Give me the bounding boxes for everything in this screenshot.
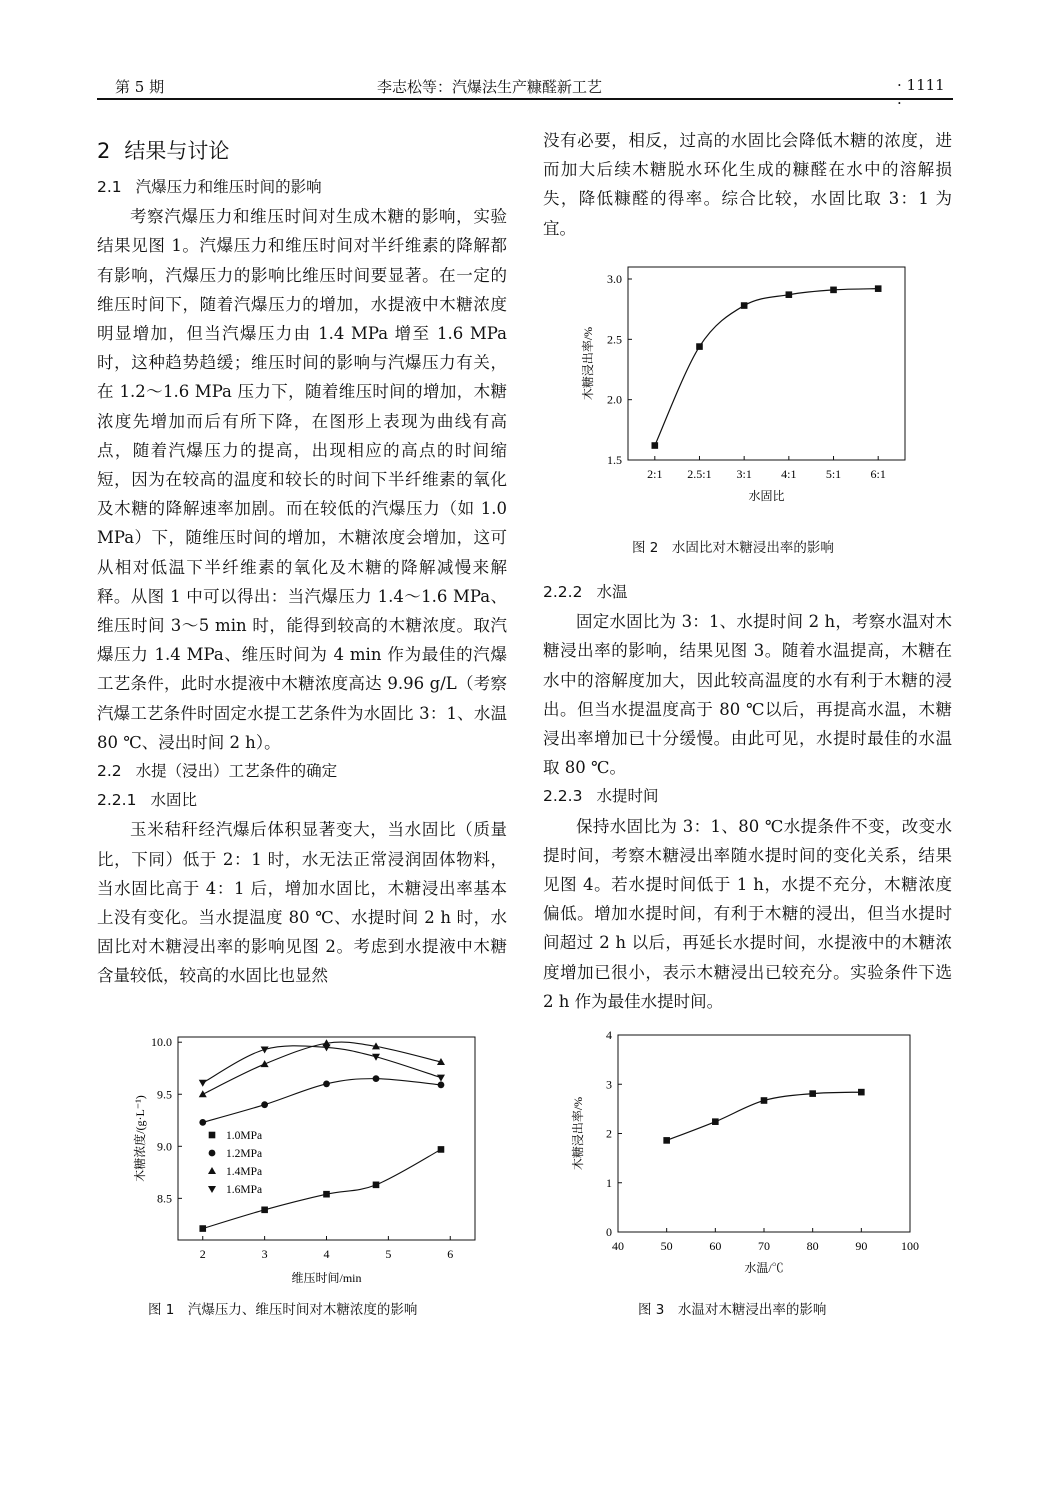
data-point [199, 1119, 206, 1126]
subsection-heading [97, 173, 507, 202]
data-point [323, 1080, 330, 1087]
data-point [323, 1191, 330, 1198]
running-header [97, 72, 953, 112]
y-tick-label: 1 [606, 1175, 612, 1190]
figure-2-caption: 图 2 水固比对木糖浸出率的影响 [632, 540, 834, 556]
figure-3-caption: 图 3 水温对木糖浸出率的影响 [638, 1302, 827, 1318]
y-tick-label: 2 [606, 1126, 612, 1141]
y-tick-label: 2.5 [607, 332, 622, 347]
plot-frame [178, 1037, 475, 1240]
right-column-top [543, 126, 952, 243]
x-tick-label: 100 [901, 1239, 919, 1253]
subsubsection-title: 水固比 [150, 791, 197, 810]
x-tick-label: 4 [323, 1247, 330, 1261]
subsubsection-number: 2.2.2 [543, 583, 583, 601]
x-axis-label: 水固比 [748, 489, 785, 503]
data-point [809, 1090, 816, 1097]
y-tick-label: 4 [606, 1028, 612, 1042]
x-tick-label: 3 [261, 1247, 268, 1261]
data-point [830, 287, 837, 294]
x-tick-label: 2.5:1 [687, 467, 712, 481]
issue-number: 第 5 期 [115, 78, 165, 96]
figure-1-chart [130, 1025, 480, 1290]
data-point [199, 1090, 207, 1097]
x-tick-label: 5:1 [825, 467, 842, 481]
subsubsection-number: 2.2.1 [97, 791, 137, 810]
y-tick-label: 3 [606, 1077, 612, 1092]
data-point [373, 1075, 380, 1082]
data-point [741, 302, 748, 309]
y-tick-label: 0 [606, 1225, 612, 1239]
x-tick-label: 4:1 [781, 467, 797, 481]
figure-2-chart [560, 255, 920, 530]
legend-marker [208, 1167, 216, 1174]
y-tick-label: 1.5 [607, 453, 622, 467]
y-axis-label: 木糖浓度/(g·L⁻¹) [133, 1095, 147, 1182]
x-tick-label: 2:1 [647, 467, 663, 481]
series-line [203, 1079, 441, 1123]
data-point [373, 1182, 380, 1189]
figure-3-chart [560, 1025, 930, 1290]
x-tick-label: 5 [385, 1247, 392, 1261]
data-point [875, 285, 882, 292]
paragraph: 没有必要，相反，过高的水固比会降低木糖的浓度，进而加大后续木糖脱水环化生成的糠醛在水中的溶解损失，降低糠醛的得率。综合比较，水固比取 3：1 为宜。 [543, 131, 952, 238]
paragraph: 考察汽爆压力和维压时间对生成木糖的影响，实验结果见图 1。汽爆压力和维压时间对半纤维素的降解都有影响，汽爆压力的影响比维压时间要显著。在一定的维压时间下，随着汽爆压力的增加，水提液中木糖浓度明显增加，但当汽爆压力由 1.4 MPa 增至 1.6 MPa 时，这种趋势趋缓；维压时间的影响与汽爆压力有关，在 1.2～1.6 MPa 压力下，随着维压时间的增加，木糖浓度先增加而后有所下降，在图形上表现为曲线有高点，随着汽爆压力的提高，出现相应的高点的时间缩短，因为在较高的温度和较长的时间下半纤维素的氧化及木糖的降解速率加剧。而在较低的汽爆压力（如 1.0 MPa）下，随维压时间的增加，木糖浓度会增加，这可从相对低温下半纤维素的氧化及木糖的降解减慢来解释。从图 1 中可以得出：当汽爆压力 1.4～1.6 MPa、维压时间 3～5 min 时，能得到较高的木糖浓度。取汽爆压力 1.4 MPa、维压时间为 4 min 作为最佳的汽爆工艺条件，此时水提液中木糖浓度高达 9.96 g/L（考察汽爆工艺条件时固定水提工艺条件为水固比 3：1、水温 80 ℃、浸出时间 2 h）。 [97, 207, 507, 752]
section-title: 结果与讨论 [124, 139, 230, 163]
y-tick-label: 3.0 [607, 272, 622, 286]
series-line [203, 1042, 441, 1094]
x-tick-label: 3:1 [736, 467, 752, 481]
x-tick-label: 90 [855, 1239, 868, 1253]
subsection-title: 汽爆压力和维压时间的影响 [135, 178, 322, 196]
subsubsection-title: 水提时间 [596, 787, 659, 806]
legend-marker [209, 1150, 216, 1157]
legend-label: 1.4MPa [226, 1166, 263, 1178]
page-number: · 1111 · [897, 76, 945, 112]
section-number: 2 [97, 139, 111, 163]
subsection-number: 2.2 [97, 762, 122, 781]
paragraph: 玉米秸秆经汽爆后体积显著变大，当水固比（质量比，下同）低于 2：1 时，水无法正常浸润固体物料，当水固比高于 4：1 后，增加水固比，木糖浸出率基本上没有变化。当水提温度 80 ℃、水提时间 2 h 时，水固比对木糖浸出率的影响见图 2。考虑到水提液中木糖含量较低，较高的水固比也显然 [97, 820, 507, 986]
x-tick-label: 40 [612, 1239, 624, 1253]
running-title: 李志松等：汽爆法生产糠醛新工艺 [377, 78, 603, 96]
data-point [761, 1097, 768, 1104]
data-point [696, 343, 703, 350]
series-line [203, 1046, 441, 1083]
subsection-heading [97, 757, 507, 786]
data-point [261, 1060, 269, 1067]
legend-label: 1.0MPa [226, 1130, 263, 1142]
paragraph: 保持水固比为 3：1、80 ℃水提条件不变，改变水提时间，考察木糖浸出率随水提时间的变化关系，结果见图 4。若水提时间低于 1 h，水提不充分，木糖浓度偏低。增加水提时间，有利于木糖的浸出，但当水提时间超过 2 h 以后，再延长水提时间，水提液中的木糖浓度增加已很小，表示木糖浸出已较充分。实验条件下选 2 h 作为最佳水提时间。 [543, 816, 952, 1011]
x-tick-label: 50 [660, 1239, 673, 1253]
y-axis-label: 木糖浸出率/% [581, 326, 595, 401]
data-point [438, 1146, 445, 1153]
y-tick-label: 2.0 [607, 392, 622, 407]
series-line [655, 289, 878, 446]
legend-label: 1.6MPa [226, 1184, 263, 1196]
data-point [261, 1207, 268, 1214]
y-tick-label: 10.0 [151, 1035, 172, 1050]
x-tick-label: 2 [199, 1247, 206, 1261]
subsubsection-title: 水温 [596, 583, 628, 601]
y-tick-label: 9.5 [157, 1087, 172, 1102]
subsubsection-heading [97, 786, 507, 815]
data-point [199, 1225, 206, 1232]
x-axis-label: 维压时间/min [291, 1271, 362, 1285]
data-point [652, 442, 659, 449]
x-tick-label: 60 [709, 1239, 722, 1253]
subsubsection-heading [543, 578, 952, 607]
x-tick-label: 6 [447, 1247, 454, 1261]
data-point [199, 1080, 207, 1087]
subsubsection-heading [543, 782, 952, 811]
left-column [97, 133, 507, 991]
x-tick-label: 6:1 [870, 467, 886, 481]
data-point [437, 1075, 445, 1082]
section-heading [97, 133, 507, 169]
plot-frame [618, 1035, 910, 1232]
data-point [438, 1081, 445, 1088]
data-point [858, 1089, 865, 1096]
subsection-title: 水提（浸出）工艺条件的确定 [135, 762, 338, 781]
data-point [261, 1101, 268, 1108]
data-point [712, 1118, 719, 1125]
legend-marker [209, 1132, 216, 1139]
subsection-number: 2.1 [97, 178, 122, 196]
y-tick-label: 8.5 [157, 1191, 172, 1206]
x-axis-label: 水温/℃ [744, 1261, 784, 1275]
data-point [786, 291, 793, 298]
legend-marker [208, 1186, 216, 1193]
figure-1-caption: 图 1 汽爆压力、维压时间对木糖浓度的影响 [148, 1302, 418, 1318]
y-axis-label: 木糖浸出率/% [571, 1096, 585, 1171]
y-tick-label: 9.0 [157, 1139, 172, 1154]
subsubsection-number: 2.2.3 [543, 787, 583, 806]
right-column-bottom [543, 578, 952, 1016]
paragraph: 固定水固比为 3：1、水提时间 2 h，考察水温对木糖浸出率的影响，结果见图 3。随着水温提高，木糖在水中的溶解度加大，因此较高温度的水有利于木糖的浸出。但当水提温度高于 80 ℃以后，再提高水温，木糖浸出率增加已十分缓慢。由此可见，水提时最佳的水温取 80 ℃。 [543, 612, 952, 778]
data-point [663, 1137, 670, 1144]
x-tick-label: 70 [758, 1239, 770, 1253]
x-tick-label: 80 [806, 1239, 819, 1253]
plot-frame [628, 267, 905, 460]
legend-label: 1.2MPa [226, 1148, 263, 1160]
